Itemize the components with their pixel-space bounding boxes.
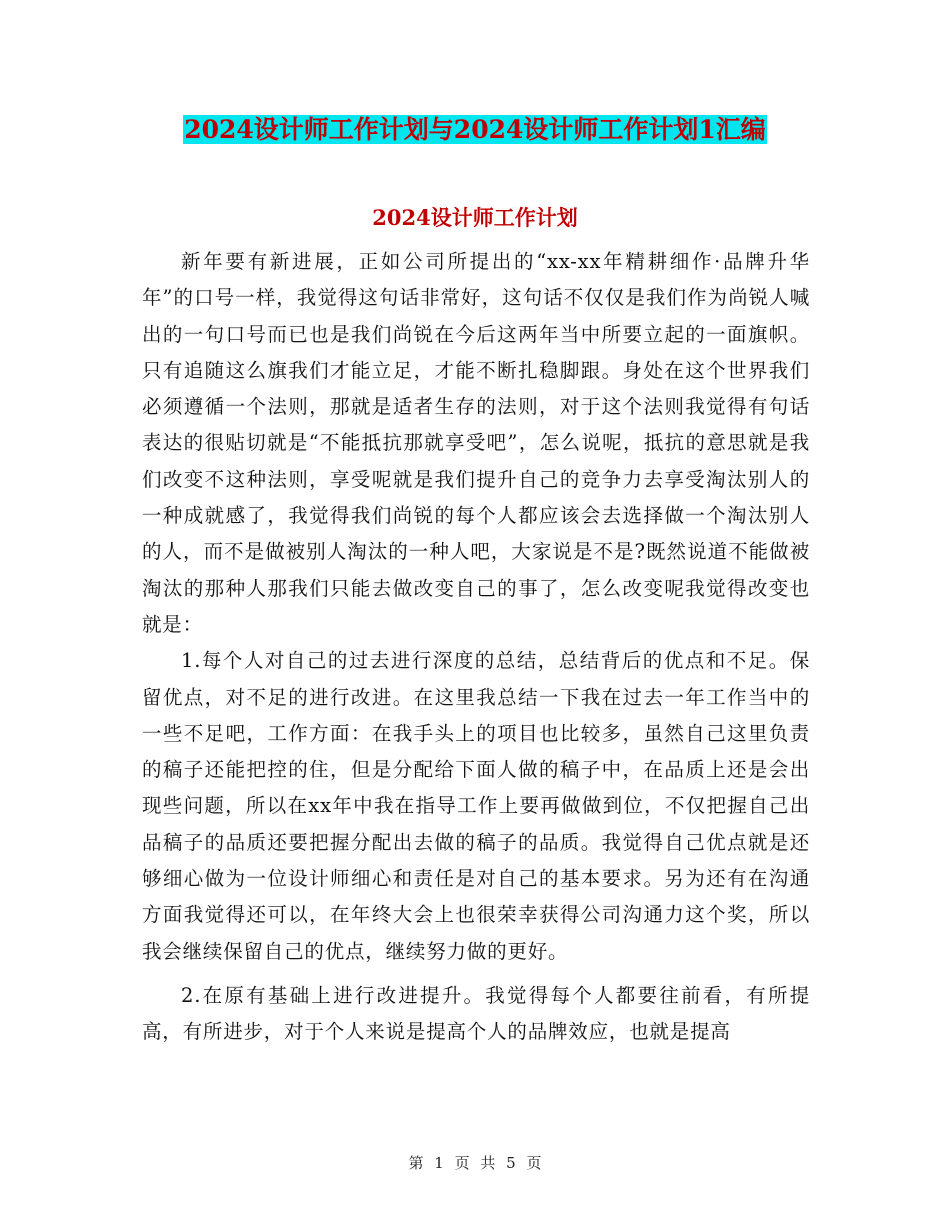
document-title-text: 2024设计师工作计划与2024设计师工作计划1汇编 — [184, 115, 766, 144]
document-body — [142, 244, 810, 1051]
page-footer: 第 1 页 共 5 页 — [408, 1154, 542, 1172]
section-title: 2024设计师工作计划 — [372, 205, 578, 230]
paragraph-point-2: 2.在原有基础上进行改进提升。我觉得每个人都要往前看，有所提高，有所进步，对于个人来说是提高个人的品牌效应，也就是提高 — [142, 983, 810, 1044]
document-title — [0, 112, 950, 148]
paragraph-intro: 新年要有新进展，正如公司所提出的“xx-xx年精耕细作·品牌升华年”的口号一样，我觉得这句话非常好，这句话不仅仅是我们作为尚锐人喊出的一句口号而已也是我们尚锐在今后这两年当中所要立起的一面旗帜。只有追随这么旗我们才能立足，才能不断扎稳脚跟。身处在这个世界我们必须遵循一个法则，那就是适者生存的法则，对于这个法则我觉得有句话表达的很贴切就是“不能抵抗那就享受吧”，怎么说呢，抵抗的意思就是我们改变不这种法则，享受呢就是我们提升自己的竞争力去享受淘汰别人的一种成就感了，我觉得我们尚锐的每个人都应该会去选择做一个淘汰别人的人，而不是做被别人淘汰的一种人吧，大家说是不是?既然说道不能做被淘汰的那种人那我们只能去做改变自己的事了，怎么改变呢我觉得改变也就是： — [142, 250, 810, 636]
paragraph-point-1: 1.每个人对自己的过去进行深度的总结，总结背后的优点和不足。保留优点，对不足的进行改进。在这里我总结一下我在过去一年工作当中的一些不足吧，工作方面：在我手头上的项目也比较多，虽然自己这里负责的稿子还能把控的住，但是分配给下面人做的稿子中，在品质上还是会出现些问题，所以在xx年中我在指导工作上要再做做到位，不仅把握自己出品稿子的品质还要把握分配出去做的稿子的品质。我觉得自己优点就是还够细心做为一位设计师细心和责任是对自己的基本要求。另为还有在沟通方面我觉得还可以，在年终大会上也很荣幸获得公司沟通力这个奖，所以我会继续保留自己的优点，继续努力做的更好。 — [142, 649, 810, 963]
